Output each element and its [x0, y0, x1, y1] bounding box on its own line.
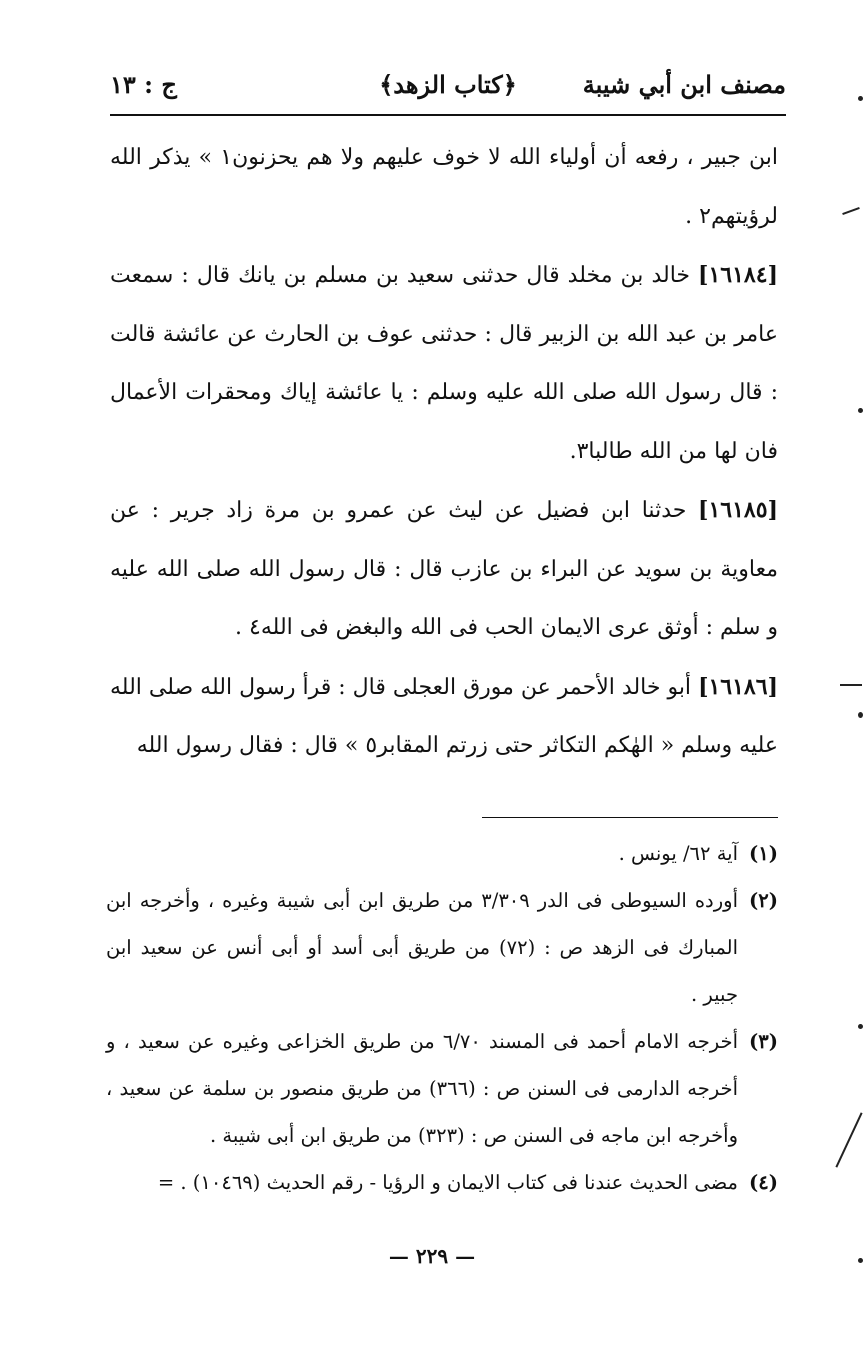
- hadith-text: خالد بن مخلد قال حدثنى سعيد بن مسلم بن يانك قال : سمعت عامر بن عبد الله بن الزبير قال : حدثنى عوف بن الحارث عن عائشة قالت : قال رسول الله صلى الله عليه وسلم : يا عائشة إياك ومحقرات الأعمال فان لها من الله طالبا٣.: [110, 263, 778, 464]
- scan-mark: [858, 1024, 863, 1029]
- page-header: [110, 62, 786, 112]
- hadith-text: ابن جبير ، رفعه أن أولياء الله لا خوف عليهم ولا هم يحزنون١ » يذكر الله لرؤيتهم٢ .: [110, 145, 778, 229]
- footnote-number: (٣): [749, 1030, 778, 1053]
- footnote-number: (٤): [749, 1171, 778, 1194]
- scan-mark: [840, 684, 862, 686]
- footnote: [106, 1159, 778, 1206]
- scan-mark: [858, 1258, 863, 1263]
- footnote-text: أورده السيوطى فى الدر ٣/٣٠٩ من طريق ابن أبى شيبة وغيره ، وأخرجه ابن المبارك فى الزهد ص : (٧٢) من طريق أبى أسد أو أبى أنس عن سعيد ابن جبير .: [106, 889, 738, 1006]
- footnote-text: آية ٦٢/ يونس .: [618, 842, 738, 865]
- footnote-divider: [482, 817, 778, 818]
- footnote: [106, 1018, 778, 1159]
- scan-mark: [858, 408, 863, 413]
- hadith-paragraph: [110, 128, 778, 246]
- hadith-paragraph: [110, 658, 778, 776]
- section-title: ﴿كتاب الزهد﴾: [379, 70, 517, 99]
- hadith-paragraph: [110, 246, 778, 481]
- hadith-text: حدثنا ابن فضيل عن ليث عن عمرو بن مرة زاد جرير : عن معاوية بن سويد عن البراء بن عازب قال : قال رسول الله صلى الله عليه و سلم : أوثق عرى الايمان الحب فى الله والبغض فى الله٤ .: [110, 498, 778, 640]
- footnotes: [106, 830, 778, 1206]
- hadith-paragraph: [110, 481, 778, 658]
- page-number: — ٢٢٩ —: [388, 1244, 476, 1268]
- scan-mark: [842, 207, 860, 215]
- footnote: [106, 830, 778, 877]
- footnote: [106, 877, 778, 1018]
- hadith-number: [١٦١٨٥]: [698, 497, 778, 523]
- scan-mark: [858, 96, 863, 101]
- header-divider: [110, 114, 786, 116]
- footnote-text: أخرجه الامام أحمد فى المسند ٦/٧٠ من طريق الخزاعى وغيره عن سعيد ، و أخرجه الدارمى فى السنن ص : (٣٦٦) من طريق منصور بن سلمة عن سعيد ، وأخرجه ابن ماجه فى السنن ص : (٣٢٣) من طريق ابن أبى شيبة .: [106, 1030, 739, 1147]
- hadith-number: [١٦١٨٤]: [698, 262, 778, 288]
- hadith-number: [١٦١٨٦]: [698, 673, 778, 700]
- footnote-number: (١): [749, 842, 778, 865]
- volume-number: ج : ١٣: [110, 70, 177, 99]
- scan-mark: [858, 712, 863, 718]
- footnote-number: (٢): [749, 889, 778, 912]
- main-text: [110, 128, 778, 776]
- footnote-text: مضى الحديث عندنا فى كتاب الايمان و الرؤيا - رقم الحديث (١٠٤٦٩) . =: [157, 1171, 738, 1194]
- scan-mark: [835, 1112, 862, 1167]
- book-title: مصنف ابن أبي شيبة: [582, 70, 786, 99]
- hadith-text: أبو خالد الأحمر عن مورق العجلى قال : قرأ رسول الله صلى الله عليه وسلم « الهٰكم التكاثر حتى زرتم المقابر٥ » قال : فقال رسول الله: [110, 674, 778, 758]
